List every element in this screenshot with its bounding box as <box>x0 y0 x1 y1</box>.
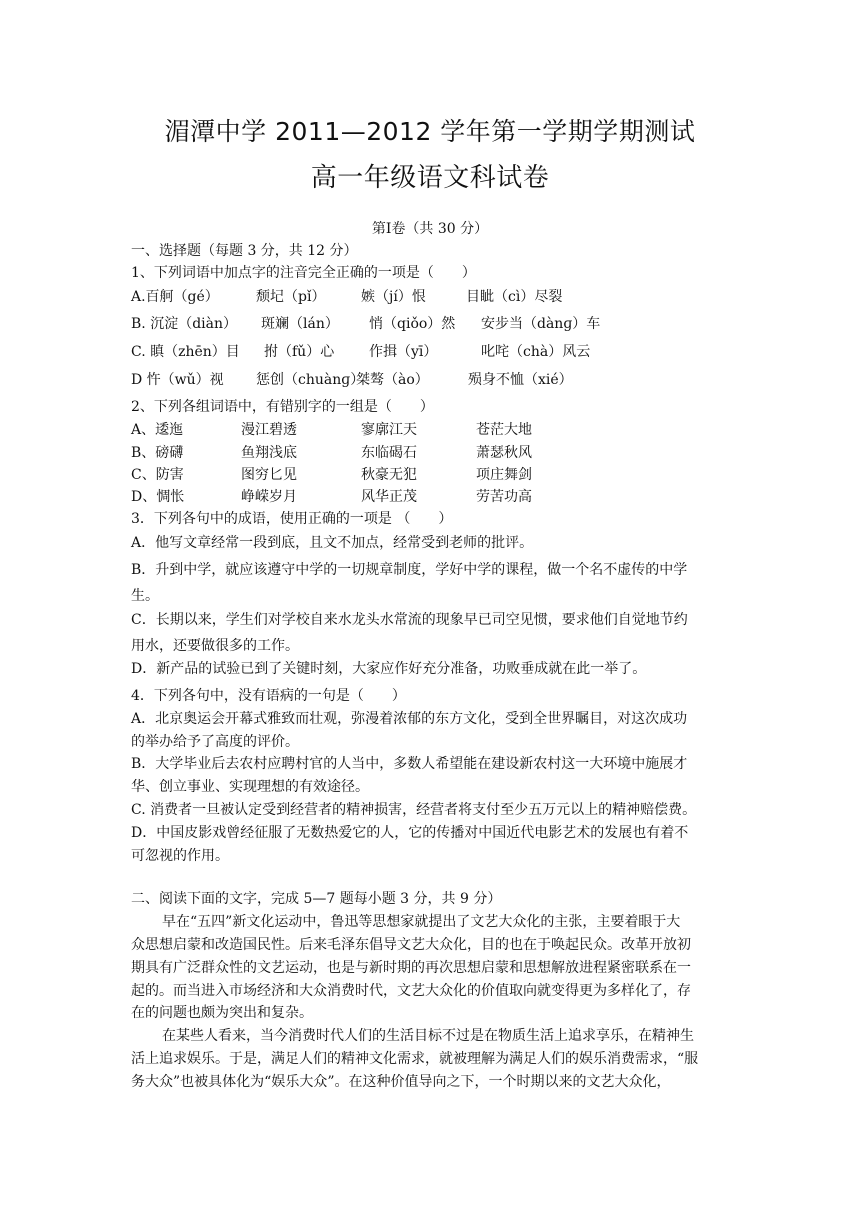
q3-line-2: B．升到中学，就应该遵守中学的一切规章制度，学好中学的课程，做一个名不虚传的中学 <box>131 562 688 578</box>
exam-title: 湄潭中学 2011—2012 学年第一学期学期测试 <box>164 117 696 146</box>
q4-line-1: A．北京奥运会开幕式雅致而壮观，弥漫着浓郁的东方文化，受到全世界瞩目，对这次成功 <box>131 711 688 727</box>
para2-line-3: 务大众”也被具体化为“娱乐大众”。在这种价值导向之下，一个时期以来的文艺大众化， <box>131 1074 671 1090</box>
q2-option-c <box>131 465 731 485</box>
para1-line-1: 早在“五四”新文化运动中，鲁迅等思想家就提出了文艺大众化的主张，主要着眼于大 <box>162 914 681 930</box>
q4-line-5: C. 消费者一旦被认定受到经营者的精神损害，经营者将支付至少五万元以上的精神赔偿费。 <box>131 802 697 818</box>
q2-a-2: 漫江碧透 <box>241 422 297 438</box>
q2-c-3: 秋豪无犯 <box>361 467 417 483</box>
q2-c-1: C、防害 <box>131 467 184 483</box>
q2-c-2: 图穷匕见 <box>241 467 297 483</box>
q2-a-1: A、逶迤 <box>131 422 184 438</box>
q2-d-2: 峥嵘岁月 <box>241 489 297 505</box>
q4-line-2: 的举办给予了高度的评价。 <box>131 734 299 750</box>
q4-line-4: 华、创立事业、实现理想的有效途径。 <box>131 779 369 795</box>
q2-b-1: B、磅礴 <box>131 445 184 461</box>
q1-b-2: 斑斓（lán） <box>261 316 339 332</box>
para1-line-4: 起的。而当进入市场经济和大众消费时代，文艺大众化的价值取向就变得更为多样化了，存 <box>131 983 691 999</box>
q4-line-6: D．中国皮影戏曾经征服了无数热爱它的人，它的传播对中国近代电影艺术的发展也有着不 <box>131 825 689 841</box>
section1-intro: 一、选择题（每题 3 分，共 12 分） <box>131 243 358 259</box>
q1-c-3: 作揖（yī） <box>369 344 438 360</box>
q2-b-3: 东临碣石 <box>361 445 417 461</box>
q1-a-4: 目眦（cì）尽裂 <box>466 289 563 305</box>
q3-line-6: D．新产品的试验已到了关键时刻，大家应作好充分准备，功败垂成就在此一举了。 <box>131 661 647 677</box>
q1-a-2: 颓圮（pǐ） <box>256 289 326 305</box>
q1-option-b <box>131 314 731 334</box>
para1-line-2: 众思想启蒙和改造国民性。后来毛泽东倡导文艺大众化，目的也在于唤起民众。改革开放初 <box>131 937 691 953</box>
q1-d-3: 桀骜（ào） <box>356 372 429 388</box>
para2-line-2: 活上追求娱乐。于是，满足人们的精神文化需求，就被理解为满足人们的娱乐消费需求，“服 <box>131 1051 699 1067</box>
q1-option-a <box>131 287 731 307</box>
q2-d-4: 劳苦功高 <box>476 489 532 505</box>
q2-option-d <box>131 487 731 507</box>
q2-option-a <box>131 420 731 440</box>
para2-line-1: 在某些人看来，当今消费时代人们的生活目标不过是在物质生活上追求享乐，在精神生 <box>162 1028 694 1044</box>
q4-stem: 4．下列各句中，没有语病的一句是（ ） <box>131 688 406 704</box>
q4-line-7: 可忽视的作用。 <box>131 848 229 864</box>
para1-line-5: 在的问题也颇为突出和复杂。 <box>131 1005 313 1021</box>
q1-b-3: 悄（qiǒo）然 <box>369 316 456 332</box>
q1-b-1: B. 沉淀（diàn） <box>131 316 237 332</box>
q1-c-1: C. 瞋（zhēn）目 <box>131 344 240 360</box>
q2-b-4: 萧瑟秋风 <box>476 445 532 461</box>
q1-a-3: 嫉（jí）恨 <box>361 289 426 305</box>
q2-c-4: 项庄舞剑 <box>476 467 532 483</box>
q2-option-b <box>131 443 731 463</box>
q2-a-3: 寥廓江天 <box>361 422 417 438</box>
section1-heading: 第Ⅰ卷（共 30 分） <box>371 221 489 237</box>
q1-d-2: 惩创（chuànɡ） <box>256 372 365 388</box>
q1-d-1: D 忤（wǔ）视 <box>131 372 224 388</box>
q1-d-4: 殒身不恤（xié） <box>468 372 573 388</box>
q1-c-4: 叱咤（chà）风云 <box>481 344 591 360</box>
q2-stem: 2、下列各组词语中，有错别字的一组是（ ） <box>131 399 434 415</box>
q3-line-1: A．他写文章经常一段到底，且文不加点，经常受到老师的批评。 <box>131 535 534 551</box>
q2-d-1: D、惆怅 <box>131 489 185 505</box>
q3-line-4: C．长期以来，学生们对学校自来水龙头水常流的现象早已司空见惯，要求他们自觉地节约 <box>131 612 688 628</box>
q1-b-4: 安步当（dànɡ）车 <box>481 316 601 332</box>
q1-option-c <box>131 342 731 362</box>
q2-b-2: 鱼翔浅底 <box>241 445 297 461</box>
q2-a-4: 苍茫大地 <box>476 422 532 438</box>
q4-line-3: B．大学毕业后去农村应聘村官的人当中，多数人希望能在建设新农村这一大环境中施展才 <box>131 756 688 772</box>
q1-stem: 1、下列词语中加点字的注音完全正确的一项是（ ） <box>131 265 476 281</box>
exam-subtitle: 高一年级语文科试卷 <box>310 163 550 193</box>
q3-stem: 3．下列各句中的成语，使用正确的一项是 （ ） <box>131 511 453 527</box>
q2-d-3: 风华正茂 <box>361 489 417 505</box>
q1-c-2: 拊（fǔ）心 <box>264 344 335 360</box>
para1-line-3: 期具有广泛群众性的文艺运动，也是与新时期的再次思想启蒙和思想解放进程紧密联系在一 <box>131 960 691 976</box>
q3-line-3: 生。 <box>131 588 159 604</box>
q1-option-d <box>131 370 731 390</box>
q3-line-5: 用水，还要做很多的工作。 <box>131 638 299 654</box>
section2-intro: 二、阅读下面的文字，完成 5—7 题每小题 3 分，共 9 分） <box>131 891 502 907</box>
q1-a-1: A.百舸（gé） <box>131 289 219 305</box>
